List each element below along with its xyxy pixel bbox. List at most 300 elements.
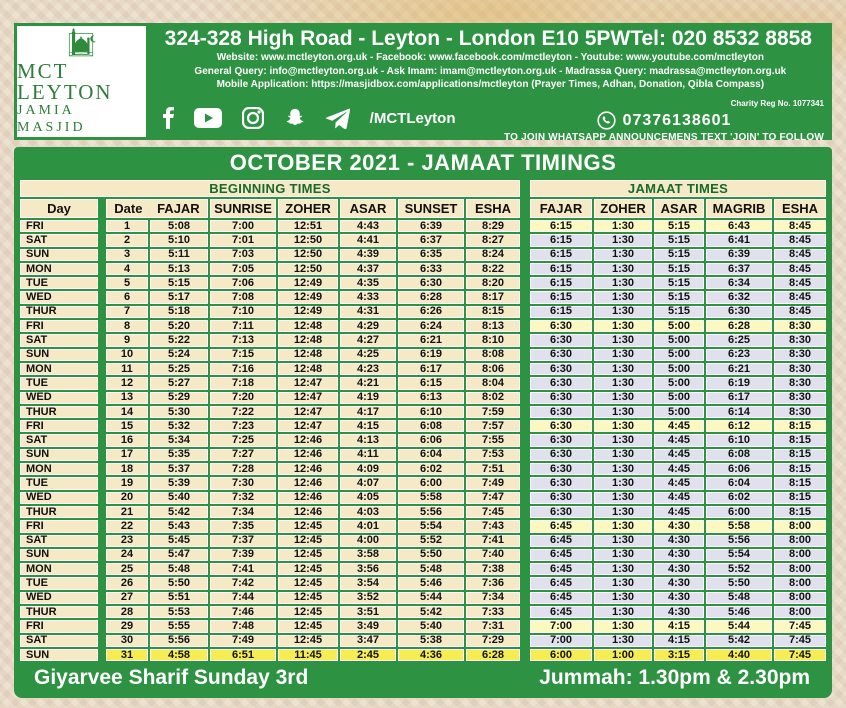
- jamaat-esha-cell: 8:15: [774, 506, 826, 518]
- beginning-sunrise-cell: 7:34: [210, 506, 276, 518]
- beginning-asar-cell: 4:35: [340, 277, 396, 289]
- jamaat-esha-cell: 8:30: [774, 320, 826, 332]
- beginning-esha-cell: 7:40: [466, 549, 520, 561]
- jamaat-magrib-cell: 5:52: [706, 563, 772, 575]
- date-cell: 13: [106, 392, 148, 404]
- jamaat-esha-cell: 8:15: [774, 463, 826, 475]
- row-gap: [522, 291, 528, 303]
- jamaat-zoher-cell: 1:30: [594, 406, 652, 418]
- beginning-esha-cell: 7:38: [466, 563, 520, 575]
- day-cell: SUN: [20, 249, 98, 261]
- beginning-sunrise-cell: 7:25: [210, 434, 276, 446]
- date-cell: 4: [106, 263, 148, 275]
- row-gap: [522, 492, 528, 504]
- beginning-asar-cell: 4:29: [340, 320, 396, 332]
- beginning-esha-cell: 7:49: [466, 477, 520, 489]
- beginning-sunrise-cell: 7:27: [210, 449, 276, 461]
- beginning-sunset-cell: 5:44: [398, 592, 464, 604]
- date-cell: 1: [106, 220, 148, 232]
- day-cell: MON: [20, 363, 98, 375]
- beginning-asar-cell: 4:09: [340, 463, 396, 475]
- beginning-esha-cell: 8:29: [466, 220, 520, 232]
- day-cell: WED: [20, 291, 98, 303]
- date-cell: 27: [106, 592, 148, 604]
- beginning-zoher-cell: 12:45: [278, 620, 338, 632]
- jamaat-asar-cell: 4:30: [654, 520, 704, 532]
- row-gap: [100, 620, 104, 632]
- jamaat-fajar-cell: 6:15: [530, 249, 592, 261]
- beginning-fajar-cell: 5:50: [150, 577, 208, 589]
- beginning-asar-cell: 3:49: [340, 620, 396, 632]
- beginning-fajar-cell: 5:47: [150, 549, 208, 561]
- beginning-zoher-cell: 12:48: [278, 349, 338, 361]
- beginning-zoher-cell: 12:46: [278, 463, 338, 475]
- jamaat-zoher-cell: 1:30: [594, 434, 652, 446]
- beginning-asar-cell: 4:21: [340, 377, 396, 389]
- day-cell: SUN: [20, 549, 98, 561]
- beginning-zoher-cell: 11:45: [278, 649, 338, 661]
- beginning-sunrise-cell: 7:08: [210, 291, 276, 303]
- day-cell: FRI: [20, 520, 98, 532]
- jamaat-fajar-cell: 6:15: [530, 277, 592, 289]
- beginning-esha-cell: 8:27: [466, 234, 520, 246]
- beginning-sunrise-cell: 7:44: [210, 592, 276, 604]
- column-header-zoher-beginning: ZOHER: [278, 199, 338, 218]
- beginning-zoher-cell: 12:50: [278, 249, 338, 261]
- beginning-sunset-cell: 6:02: [398, 463, 464, 475]
- jamaat-magrib-cell: 6:17: [706, 392, 772, 404]
- jamaat-zoher-cell: 1:30: [594, 263, 652, 275]
- beginning-esha-cell: 7:41: [466, 535, 520, 547]
- jummah-times-note: Jummah: 1.30pm & 2.30pm: [539, 666, 810, 690]
- row-gap: [522, 592, 528, 604]
- jamaat-fajar-cell: 6:15: [530, 220, 592, 232]
- beginning-zoher-cell: 12:49: [278, 291, 338, 303]
- row-gap: [100, 420, 104, 432]
- giyarvee-sharif-note: Giyarvee Sharif Sunday 3rd: [34, 666, 309, 690]
- jamaat-magrib-cell: 6:10: [706, 434, 772, 446]
- row-gap: [100, 520, 104, 532]
- facebook-icon[interactable]: [161, 107, 174, 129]
- column-header-day: Day: [20, 199, 98, 218]
- beginning-asar-cell: 4:43: [340, 220, 396, 232]
- beginning-sunrise-cell: 7:13: [210, 334, 276, 346]
- address-text: 324-328 High Road - Leyton - London E10 5PW: [164, 27, 631, 50]
- beginning-zoher-cell: 12:48: [278, 334, 338, 346]
- date-cell: 3: [106, 249, 148, 261]
- jamaat-fajar-cell: 6:15: [530, 263, 592, 275]
- row-gap: [522, 306, 528, 318]
- beginning-esha-cell: 8:22: [466, 263, 520, 275]
- beginning-esha-cell: 8:15: [466, 306, 520, 318]
- whatsapp-join-note: TO JOIN WHATSAPP ANNOUNCEMENS TEXT 'JOIN' TO FOLLOW: [504, 132, 824, 143]
- jamaat-asar-cell: 5:00: [654, 406, 704, 418]
- whatsapp-icon: [597, 111, 616, 130]
- jamaat-asar-cell: 5:00: [654, 334, 704, 346]
- date-cell: 11: [106, 363, 148, 375]
- social-handle-text[interactable]: /MCTLeyton: [369, 109, 456, 127]
- beginning-asar-cell: 4:01: [340, 520, 396, 532]
- jamaat-zoher-cell: 1:30: [594, 635, 652, 647]
- beginning-sunrise-cell: 7:46: [210, 606, 276, 618]
- jamaat-esha-cell: 8:45: [774, 249, 826, 261]
- beginning-fajar-cell: 5:45: [150, 535, 208, 547]
- row-gap: [100, 492, 104, 504]
- beginning-esha-cell: 8:08: [466, 349, 520, 361]
- row-gap: [522, 577, 528, 589]
- beginning-fajar-cell: 5:56: [150, 635, 208, 647]
- row-gap: [522, 649, 528, 661]
- day-cell: TUE: [20, 277, 98, 289]
- jamaat-zoher-cell: 1:30: [594, 377, 652, 389]
- jamaat-fajar-cell: 6:30: [530, 320, 592, 332]
- beginning-sunrise-cell: 7:49: [210, 635, 276, 647]
- row-gap: [100, 277, 104, 289]
- column-header-magrib-jamaat: MAGRIB: [706, 199, 772, 218]
- youtube-icon[interactable]: [194, 108, 222, 128]
- beginning-fajar-cell: 5:24: [150, 349, 208, 361]
- row-gap: [522, 620, 528, 632]
- row-gap: [522, 363, 528, 375]
- beginning-zoher-cell: 12:47: [278, 392, 338, 404]
- beginning-sunset-cell: 6:39: [398, 220, 464, 232]
- jamaat-asar-cell: 4:45: [654, 434, 704, 446]
- jamaat-fajar-cell: 6:15: [530, 291, 592, 303]
- beginning-sunrise-cell: 7:16: [210, 363, 276, 375]
- beginning-sunrise-cell: 7:00: [210, 220, 276, 232]
- date-cell: 17: [106, 449, 148, 461]
- jamaat-fajar-cell: 6:30: [530, 334, 592, 346]
- beginning-sunset-cell: 5:38: [398, 635, 464, 647]
- row-gap: [522, 535, 528, 547]
- day-cell: MON: [20, 463, 98, 475]
- snapchat-icon[interactable]: [284, 107, 306, 129]
- jamaat-esha-cell: 8:45: [774, 234, 826, 246]
- jamaat-zoher-cell: 1:30: [594, 234, 652, 246]
- row-gap: [522, 277, 528, 289]
- beginning-sunset-cell: 5:54: [398, 520, 464, 532]
- day-cell: SUN: [20, 349, 98, 361]
- jamaat-asar-cell: 4:45: [654, 449, 704, 461]
- beginning-sunrise-cell: 7:23: [210, 420, 276, 432]
- jamaat-zoher-cell: 1:30: [594, 249, 652, 261]
- jamaat-magrib-cell: 6:02: [706, 492, 772, 504]
- jamaat-esha-cell: 8:30: [774, 349, 826, 361]
- row-gap: [522, 263, 528, 275]
- jamaat-magrib-cell: 6:12: [706, 420, 772, 432]
- jamaat-zoher-cell: 1:30: [594, 477, 652, 489]
- beginning-fajar-cell: 5:40: [150, 492, 208, 504]
- jamaat-zoher-cell: 1:30: [594, 349, 652, 361]
- row-gap: [522, 249, 528, 261]
- jamaat-esha-cell: 8:00: [774, 549, 826, 561]
- whatsapp-block: [504, 111, 824, 143]
- date-cell: 6: [106, 291, 148, 303]
- beginning-sunset-cell: 6:10: [398, 406, 464, 418]
- row-gap: [522, 520, 528, 532]
- jamaat-magrib-cell: 5:42: [706, 635, 772, 647]
- jamaat-zoher-cell: 1:30: [594, 363, 652, 375]
- beginning-fajar-cell: 5:22: [150, 334, 208, 346]
- jamaat-asar-cell: 4:30: [654, 592, 704, 604]
- jamaat-asar-cell: 4:15: [654, 620, 704, 632]
- date-cell: 7: [106, 306, 148, 318]
- beginning-sunrise-cell: 7:03: [210, 249, 276, 261]
- beginning-sunrise-cell: 7:30: [210, 477, 276, 489]
- jamaat-asar-cell: 4:45: [654, 420, 704, 432]
- row-gap: [522, 635, 528, 647]
- beginning-sunset-cell: 6:30: [398, 277, 464, 289]
- jamaat-fajar-cell: 6:45: [530, 592, 592, 604]
- jamaat-asar-cell: 4:30: [654, 606, 704, 618]
- beginning-esha-cell: 8:17: [466, 291, 520, 303]
- beginning-zoher-cell: 12:51: [278, 220, 338, 232]
- jamaat-zoher-cell: 1:30: [594, 463, 652, 475]
- beginning-asar-cell: 3:58: [340, 549, 396, 561]
- jamaat-zoher-cell: 1:30: [594, 520, 652, 532]
- jamaat-fajar-cell: 6:30: [530, 377, 592, 389]
- jamaat-esha-cell: 8:15: [774, 449, 826, 461]
- beginning-sunset-cell: 6:08: [398, 420, 464, 432]
- day-cell: SAT: [20, 635, 98, 647]
- jamaat-esha-cell: 8:45: [774, 277, 826, 289]
- day-cell: SAT: [20, 434, 98, 446]
- beginning-esha-cell: 7:57: [466, 420, 520, 432]
- day-cell: WED: [20, 492, 98, 504]
- date-cell: 18: [106, 463, 148, 475]
- beginning-asar-cell: 4:27: [340, 334, 396, 346]
- beginning-fajar-cell: 5:08: [150, 220, 208, 232]
- mobile-app-line: Mobile Application: https://masjidbox.com/applications/mctleyton (Prayer Times, Adhan, Donation, Qibla Compass): [216, 79, 765, 90]
- date-cell: 26: [106, 577, 148, 589]
- jamaat-fajar-cell: 6:45: [530, 549, 592, 561]
- jamaat-esha-cell: 8:00: [774, 563, 826, 575]
- beginning-sunset-cell: 5:40: [398, 620, 464, 632]
- row-gap: [522, 606, 528, 618]
- telegram-icon[interactable]: [326, 108, 350, 129]
- beginning-sunrise-cell: 6:51: [210, 649, 276, 661]
- beginning-sunset-cell: 6:21: [398, 334, 464, 346]
- date-cell: 14: [106, 406, 148, 418]
- jamaat-magrib-cell: 6:32: [706, 291, 772, 303]
- row-gap: [100, 392, 104, 404]
- jamaat-magrib-cell: 6:23: [706, 349, 772, 361]
- jamaat-magrib-cell: 6:25: [706, 334, 772, 346]
- beginning-fajar-cell: 5:15: [150, 277, 208, 289]
- jamaat-asar-cell: 5:00: [654, 377, 704, 389]
- row-gap: [522, 234, 528, 246]
- section-gap: [522, 180, 528, 197]
- jamaat-zoher-cell: 1:30: [594, 549, 652, 561]
- jamaat-zoher-cell: 1:30: [594, 392, 652, 404]
- jamaat-magrib-cell: 6:39: [706, 249, 772, 261]
- jamaat-asar-cell: 5:15: [654, 306, 704, 318]
- day-cell: SAT: [20, 334, 98, 346]
- jamaat-fajar-cell: 6:30: [530, 463, 592, 475]
- beginning-zoher-cell: 12:46: [278, 492, 338, 504]
- jamaat-magrib-cell: 6:21: [706, 363, 772, 375]
- row-gap: [522, 406, 528, 418]
- beginning-sunset-cell: 6:19: [398, 349, 464, 361]
- website-line: Website: www.mctleyton.org.uk - Facebook: www.facebook.com/mctleyton - Youtube: www.youtube.com/mctleyton: [216, 52, 764, 63]
- jamaat-esha-cell: 8:00: [774, 535, 826, 547]
- row-gap: [100, 606, 104, 618]
- jamaat-esha-cell: 8:00: [774, 577, 826, 589]
- prayer-times-table: [18, 180, 828, 661]
- whatsapp-number[interactable]: 07376138601: [622, 111, 732, 129]
- jamaat-asar-cell: 5:00: [654, 363, 704, 375]
- jamaat-esha-cell: 8:30: [774, 363, 826, 375]
- header-gap: [522, 199, 528, 218]
- jamaat-esha-cell: 8:30: [774, 392, 826, 404]
- footer-bar: [18, 661, 828, 698]
- date-cell: 25: [106, 563, 148, 575]
- beginning-fajar-cell: 5:53: [150, 606, 208, 618]
- date-cell: 10: [106, 349, 148, 361]
- jamaat-magrib-cell: 5:54: [706, 549, 772, 561]
- day-cell: TUE: [20, 477, 98, 489]
- row-gap: [100, 220, 104, 232]
- jamaat-fajar-cell: 6:45: [530, 535, 592, 547]
- beginning-sunset-cell: 6:37: [398, 234, 464, 246]
- beginning-zoher-cell: 12:49: [278, 277, 338, 289]
- beginning-fajar-cell: 5:34: [150, 434, 208, 446]
- date-cell: 16: [106, 434, 148, 446]
- row-gap: [522, 392, 528, 404]
- jamaat-asar-cell: 4:30: [654, 535, 704, 547]
- beginning-zoher-cell: 12:47: [278, 377, 338, 389]
- jamaat-asar-cell: 3:15: [654, 649, 704, 661]
- beginning-sunrise-cell: 7:10: [210, 306, 276, 318]
- jamaat-asar-cell: 4:30: [654, 577, 704, 589]
- beginning-asar-cell: 4:37: [340, 263, 396, 275]
- beginning-asar-cell: 4:19: [340, 392, 396, 404]
- beginning-asar-cell: 4:15: [340, 420, 396, 432]
- column-header-date-fajar: [106, 199, 208, 218]
- column-header-esha-beginning: ESHA: [466, 199, 520, 218]
- jamaat-fajar-cell: 6:45: [530, 563, 592, 575]
- beginning-asar-cell: 4:33: [340, 291, 396, 303]
- beginning-sunset-cell: 5:46: [398, 577, 464, 589]
- beginning-fajar-cell: 5:20: [150, 320, 208, 332]
- beginning-sunset-cell: 6:28: [398, 291, 464, 303]
- jamaat-esha-cell: 8:30: [774, 377, 826, 389]
- beginning-sunrise-cell: 7:22: [210, 406, 276, 418]
- jamaat-fajar-cell: 6:30: [530, 434, 592, 446]
- beginning-asar-cell: 4:07: [340, 477, 396, 489]
- jamaat-fajar-cell: 6:30: [530, 506, 592, 518]
- beginning-zoher-cell: 12:47: [278, 406, 338, 418]
- beginning-zoher-cell: 12:49: [278, 306, 338, 318]
- row-gap: [100, 334, 104, 346]
- jamaat-magrib-cell: 6:08: [706, 449, 772, 461]
- beginning-sunset-cell: 5:56: [398, 506, 464, 518]
- beginning-zoher-cell: 12:48: [278, 320, 338, 332]
- org-name: MCT LEYTON: [17, 59, 113, 105]
- column-header-esha-jamaat: ESHA: [774, 199, 826, 218]
- section-jamaat-times: JAMAAT TIMES: [530, 180, 826, 197]
- jamaat-asar-cell: 5:15: [654, 291, 704, 303]
- jamaat-fajar-cell: 6:15: [530, 234, 592, 246]
- beginning-esha-cell: 7:36: [466, 577, 520, 589]
- beginning-asar-cell: 4:11: [340, 449, 396, 461]
- jamaat-magrib-cell: 4:40: [706, 649, 772, 661]
- day-cell: SAT: [20, 234, 98, 246]
- beginning-esha-cell: 8:06: [466, 363, 520, 375]
- jamaat-zoher-cell: 1:30: [594, 449, 652, 461]
- jamaat-zoher-cell: 1:30: [594, 577, 652, 589]
- beginning-sunset-cell: 6:13: [398, 392, 464, 404]
- beginning-zoher-cell: 12:45: [278, 577, 338, 589]
- beginning-asar-cell: 3:56: [340, 563, 396, 575]
- row-gap: [522, 377, 528, 389]
- beginning-asar-cell: 3:52: [340, 592, 396, 604]
- beginning-sunset-cell: 5:52: [398, 535, 464, 547]
- beginning-sunrise-cell: 7:39: [210, 549, 276, 561]
- row-gap: [100, 563, 104, 575]
- jamaat-magrib-cell: 6:00: [706, 506, 772, 518]
- page-title: OCTOBER 2021 - JAMAAT TIMINGS: [229, 150, 617, 175]
- beginning-sunrise-cell: 7:20: [210, 392, 276, 404]
- beginning-esha-cell: 8:13: [466, 320, 520, 332]
- beginning-fajar-cell: 5:37: [150, 463, 208, 475]
- beginning-asar-cell: 3:51: [340, 606, 396, 618]
- jamaat-fajar-cell: 7:00: [530, 620, 592, 632]
- instagram-icon[interactable]: [242, 107, 264, 129]
- beginning-asar-cell: 4:03: [340, 506, 396, 518]
- beginning-sunset-cell: 6:26: [398, 306, 464, 318]
- day-cell: SUN: [20, 449, 98, 461]
- beginning-sunrise-cell: 7:48: [210, 620, 276, 632]
- timetable-panel: [14, 147, 832, 698]
- jamaat-asar-cell: 5:15: [654, 249, 704, 261]
- jamaat-asar-cell: 5:15: [654, 220, 704, 232]
- jamaat-fajar-cell: 6:30: [530, 406, 592, 418]
- beginning-fajar-cell: 5:48: [150, 563, 208, 575]
- telephone-text: Tel: 020 8532 8858: [630, 27, 812, 50]
- beginning-esha-cell: 7:31: [466, 620, 520, 632]
- date-cell: 24: [106, 549, 148, 561]
- jamaat-zoher-cell: 1:30: [594, 592, 652, 604]
- row-gap: [100, 477, 104, 489]
- jamaat-zoher-cell: 1:30: [594, 291, 652, 303]
- beginning-zoher-cell: 12:50: [278, 263, 338, 275]
- jamaat-magrib-cell: 6:41: [706, 234, 772, 246]
- jamaat-esha-cell: 8:15: [774, 477, 826, 489]
- jamaat-asar-cell: 4:45: [654, 477, 704, 489]
- beginning-zoher-cell: 12:48: [278, 363, 338, 375]
- jamaat-zoher-cell: 1:30: [594, 606, 652, 618]
- beginning-sunrise-cell: 7:41: [210, 563, 276, 575]
- jamaat-fajar-cell: 6:45: [530, 577, 592, 589]
- day-cell: FRI: [20, 220, 98, 232]
- jamaat-esha-cell: 8:15: [774, 492, 826, 504]
- row-gap: [100, 535, 104, 547]
- jamaat-zoher-cell: 1:30: [594, 320, 652, 332]
- beginning-zoher-cell: 12:45: [278, 563, 338, 575]
- jamaat-magrib-cell: 6:30: [706, 306, 772, 318]
- row-gap: [522, 506, 528, 518]
- jamaat-magrib-cell: 6:37: [706, 263, 772, 275]
- row-gap: [522, 420, 528, 432]
- column-header-zoher-jamaat: ZOHER: [594, 199, 652, 218]
- beginning-fajar-cell: 5:11: [150, 249, 208, 261]
- jamaat-esha-cell: 8:00: [774, 592, 826, 604]
- beginning-sunrise-cell: 7:32: [210, 492, 276, 504]
- beginning-sunset-cell: 5:50: [398, 549, 464, 561]
- beginning-sunset-cell: 6:00: [398, 477, 464, 489]
- day-cell: FRI: [20, 620, 98, 632]
